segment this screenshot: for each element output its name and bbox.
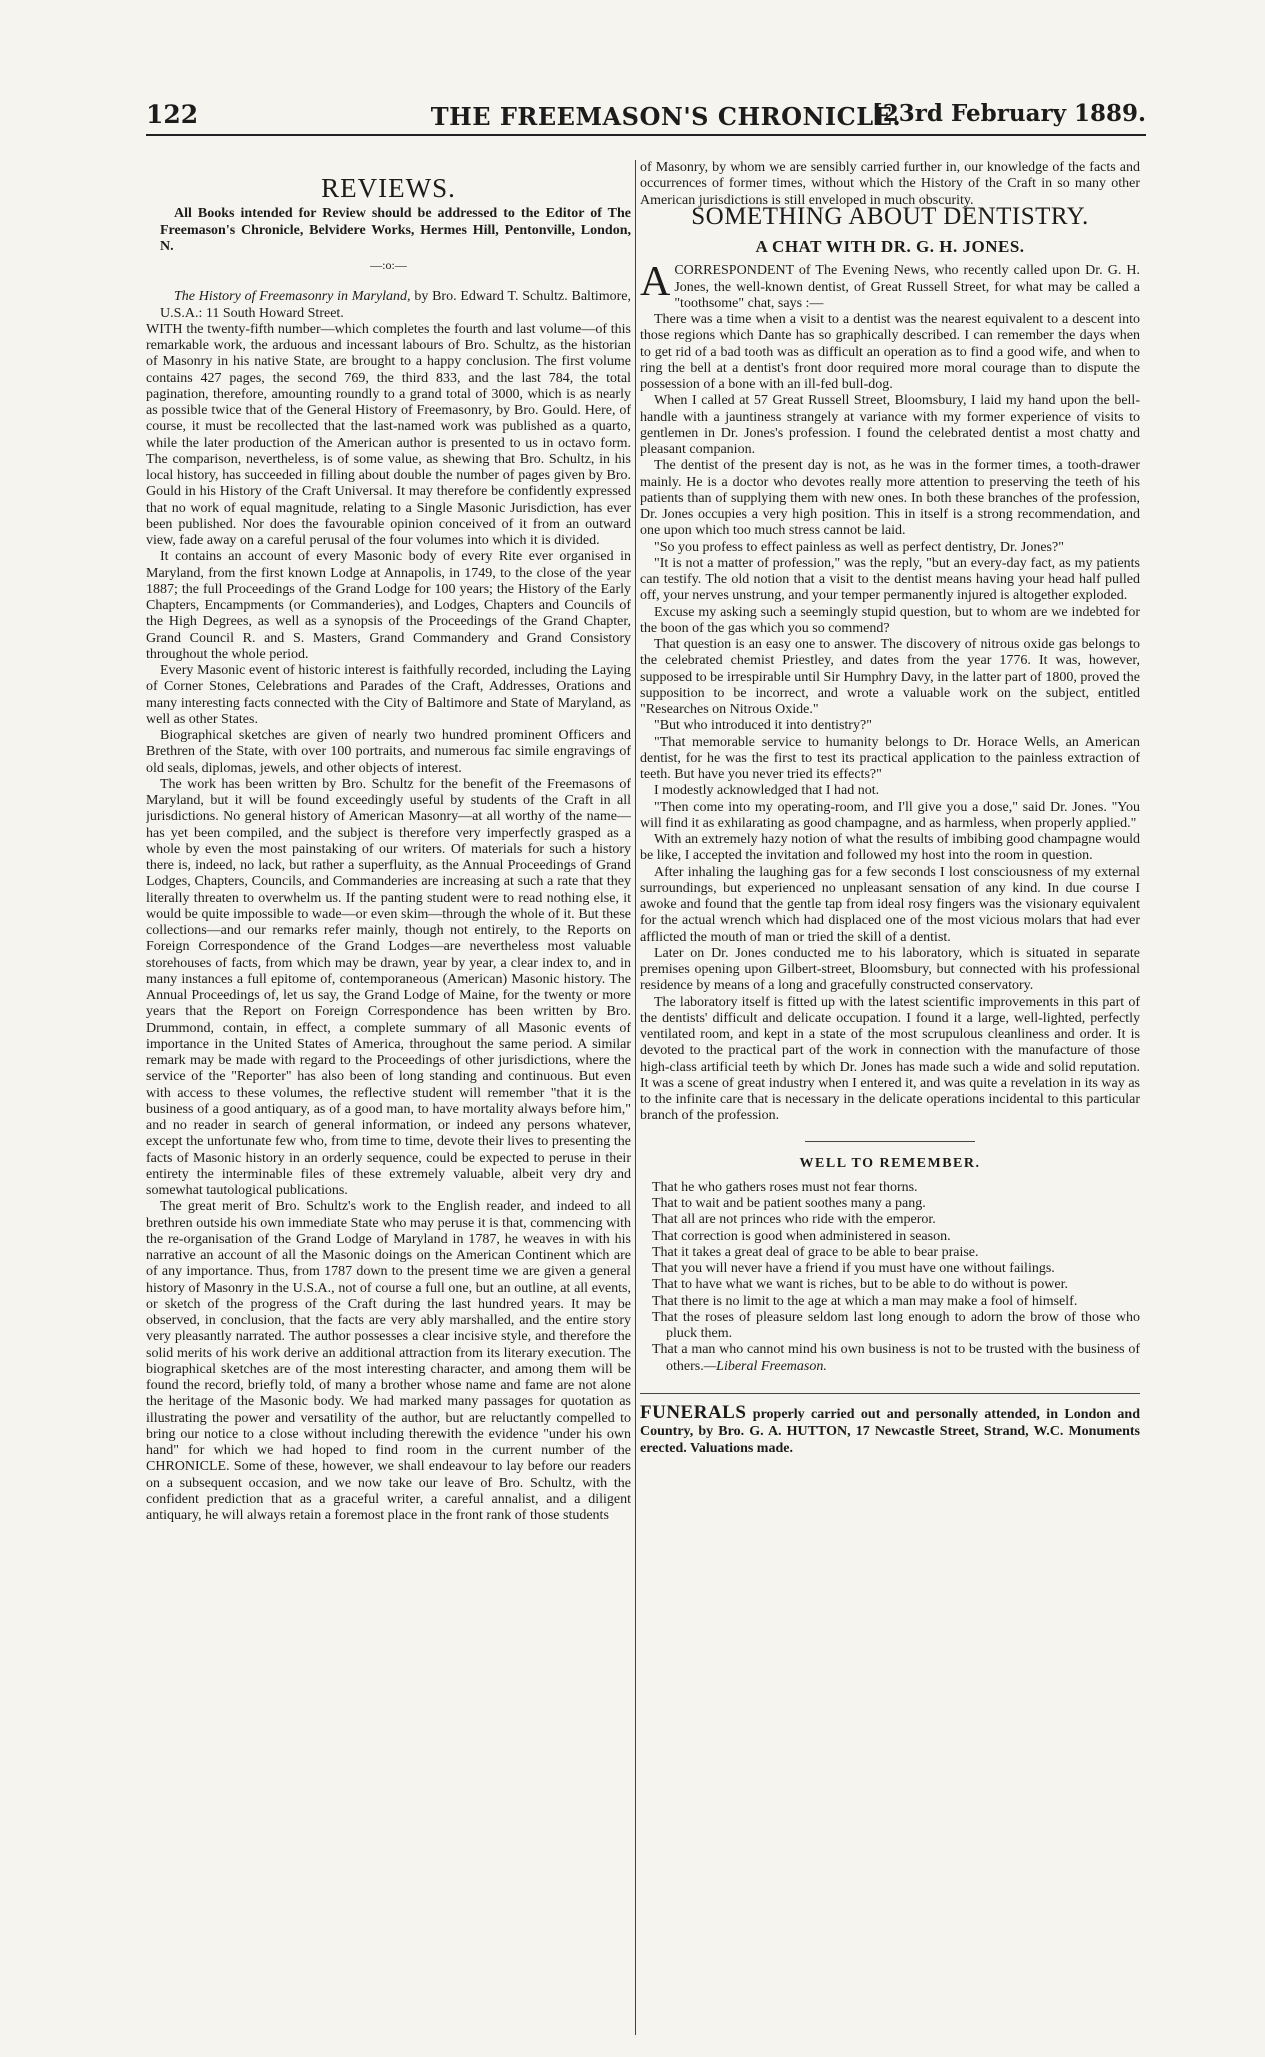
maxim: That the roses of pleasure seldom last long enough to adorn the brow of those who pluck them. bbox=[652, 1309, 1140, 1341]
publication-title: THE FREEMASON'S CHRONICLE. bbox=[430, 102, 902, 131]
book-reference bbox=[146, 289, 631, 322]
review-paragraph: The great merit of Bro. Schultz's work to the English reader, and indeed to all brethren outside his own immediate State who may peruse it is that, commencing with the re-organisation of the Grand Lodge of Maryland in 1787, he weaves in with his narrative an account of all the Masonic doings on the American Continent which are of any importance. Thus, from 1787 down to the present time we are given a general history of Masonry in the U.S.A., not of course a full one, but an outline, at all events, or sketch of the progress of the Craft during the last hundred years. It may be observed, in conclusion, that the facts are very ably marshalled, and the entire story very pleasantly narrated. The author possesses a clear incisive style, and therefore the solid merits of his work derive an additional attraction from its literary execution. The biographical sketches are of the most interesting character, and among them will be found the record, briefly told, of many a brother whose name and fame are not alone the heritage of the Masonic body. We had marked many passages for quotation as illustrating the power and versatility of the author, but are reluctantly compelled to bring our notice to a close without including therewith the evidence "under his own hand" for which we had hoped to find room in the current number of the CHRONICLE. Some of these, however, we shall endeavour to lay before our readers on a subsequent occasion, and we now take our leave of Bro. Schultz, with the confident prediction that as a graceful writer, a careful annalist, and a diligent antiquary, he will always retain a foremost place in the front rank of those students bbox=[146, 1199, 631, 1523]
page-number: 122 bbox=[146, 100, 199, 129]
right-column bbox=[640, 160, 1140, 2040]
maxims-source: —Liberal Freemason. bbox=[703, 1358, 827, 1374]
review-continuation: of Masonry, by whom we are sensibly carried further in, our knowledge of the facts and occurrences of former times, without which the History of the Craft in so many other American jurisdictions is still enveloped in much obscurity. bbox=[640, 160, 1140, 208]
first-paragraph-text: CORRESPONDENT of The Evening News, who recently called upon Dr. G. H. Jones, the well-known dentist, of Great Russell Street, for what may be called a "toothsome" chat, says :— bbox=[674, 263, 1140, 311]
maxim: That you will never have a friend if you must have one without failings. bbox=[652, 1261, 1055, 1276]
maxim: That there is no limit to the age at which a man may make a fool of himself. bbox=[652, 1293, 1078, 1309]
review-paragraph: It contains an account of every Masonic body of every Rite ever organised in Maryland, from the first known Lodge at Annapolis, in 1749, to the close of the year 1887; the full Proceedings of the Grand Lodge for 100 years; the History of the Early Chapters, Encampments (or Commanderies), and Lodges, Chapters and Councils of the High Degrees, as well as a synopsis of the Proceedings of the Grand Chapter, Grand Council R. and S. Masters, Grand Commandery and Grand Consistory throughout the whole period. bbox=[146, 549, 631, 662]
maxims-list bbox=[640, 1180, 1140, 1375]
review-paragraph: Biographical sketches are given of nearly two hundred prominent Officers and Brethren of the State, with over 100 portraits, and numerous fac simile engravings of old seals, diplomas, jewels, and other objects of interest. bbox=[146, 728, 631, 776]
well-to-remember-heading: WELL TO REMEMBER. bbox=[799, 1155, 981, 1171]
maxim: That it takes a great deal of grace to be able to bear praise. bbox=[652, 1244, 979, 1260]
issue-date: [23rd February 1889. bbox=[871, 100, 1146, 127]
maxim: That he who gathers roses must not fear thorns. bbox=[652, 1179, 918, 1195]
dentistry-paragraph: With an extremely hazy notion of what the results of imbibing good champagne would be like, I accepted the invitation and followed my host into the room in question. bbox=[640, 832, 1140, 864]
review-paragraph: Every Masonic event of historic interest is faithfully recorded, including the Laying of Corner Stones, Celebrations and Parades of the Craft, Addresses, Orations and many interesting facts connected with the City of Baltimore and State of Maryland, as well as other States. bbox=[146, 663, 631, 727]
dentistry-paragraph: When I called at 57 Great Russell Street, Bloomsbury, I laid my hand upon the bell-handle with a jauntiness strangely at variance with my former experience of visits to gentlemen in Dr. Jones's profession. I found the celebrated dentist a most chatty and pleasant companion. bbox=[640, 393, 1140, 457]
dentistry-subheading: A CHAT WITH DR. G. H. JONES. bbox=[755, 237, 1025, 256]
maxim: That all are not princes who ride with the emperor. bbox=[652, 1212, 936, 1228]
book-meta: by Bro. Edward T. Schultz. Baltimore, U.S.A.: 11 South Howard Street. bbox=[160, 289, 631, 321]
dentistry-paragraph: The laboratory itself is fitted up with the latest scientific improvements in this part of the dentists' difficult and delicate occupation. I found it a large, well-lighted, perfectly ventilated room, and kept in a state of the most scrupulous cleanliness and order. It is devoted to the practical part of the work in connection with the manufacture of those high-class artificial teeth by which Dr. Jones has made such a wide and solid reputation. It was a scene of great industry when I entered it, and was quite a revelation in its way as to the infinite care that is necessary in the delicate operations incidental to this particular branch of the profession. bbox=[640, 994, 1140, 1124]
dentistry-paragraph: "Then come into my operating-room, and I'll give you a dose," said Dr. Jones. "You will find it as exhilarating as good champagne, and as harmless, when properly applied." bbox=[640, 799, 1140, 831]
review-paragraph: The work has been written by Bro. Schultz for the benefit of the Freemasons of Maryland, but it will be found exceedingly useful by students of the Craft in all jurisdictions. No general history of American Masonry—at all worthy of the name—has yet been compiled, and the subject is therefore very imperfectly grasped as a whole by even the most painstaking of our writers. Of materials for such a history there is, indeed, no lack, but rather a superfluity, as the Annual Proceedings of Grand Lodges, Chapters, Councils, and Commanderies are increasing at such a rate that they literally threaten to overwhelm us. If the panting student were to read nothing else, it would be quite impossible to wade—or even skim—through the whole of it. But these collections—and our remarks refer mainly, though not entirely, to the Reports on Foreign Correspondence of the Grand Lodges—are nevertheless most valuable storehouses of facts, from which may be drawn, year by year, a clear index to, and in many instances a full epitome of, contemporaneous (American) Masonic history. The Annual Proceedings of, let us say, the Grand Lodge of Maine, for the twenty or more years that the Report on Foreign Correspondence has been written by Bro. Drummond, contain, in effect, a complete summary of all Masonic events of importance in the United States of America, throughout the same period. A similar remark may be made with regard to the Proceedings of other jurisdictions, where the service of the "Reporter" has also been of long standing and continuous. But even with access to these volumes, the reflective student will remember "that it is the business of a good antiquary, as of a good man, to have mortality always before him," and no reader in search of general information, or indeed any persons whatever, except the unfortunate few who, from time to time, devote their lives to presenting the facts of Masonic history in an orderly sequence, could be expected to peruse in their entirety the interminable files of these extremely valuable, albeit very dry and somewhat tautological publications. bbox=[146, 776, 631, 1198]
dentistry-heading: SOMETHING ABOUT DENTISTRY. bbox=[691, 202, 1089, 230]
book-title: The History of Freemasonry in Maryland, bbox=[174, 289, 411, 305]
maxim-text: That a man who cannot mind his own business is not to be trusted with the business of others. bbox=[652, 1342, 1140, 1374]
dentistry-paragraph: The dentist of the present day is not, as he was in the former times, a tooth-drawer mainly. He is a doctor who devotes really more attention to preserving the teeth of his patients than of supplying them with new ones. In both these branches of the profession, Dr. Jones occupies a very high position. This in itself is a strong recommendation, and one upon which too much stress cannot be laid. bbox=[640, 458, 1140, 539]
funerals-advert bbox=[640, 1401, 1140, 1457]
maxim: That to have what we want is riches, but to be able to do without is power. bbox=[652, 1277, 1069, 1293]
reviews-heading: REVIEWS. bbox=[321, 173, 456, 203]
dentistry-paragraph: That question is an easy one to answer. The discovery of nitrous oxide gas belongs to the celebrated chemist Priestley, and dates from the year 1776. It was, however, supposed to be irrespirable until Sir Humphry Davy, in the latter part of 1800, proved the supposition to be incorrect, and wrote a valuable work on the subject, entitled "Researches on Nitrous Oxide." bbox=[640, 637, 1140, 717]
dentistry-paragraph: There was a time when a visit to a dentist was the nearest equivalent to a descent into those regions which Dante has so graphically described. I can remember the days when to get rid of a bad tooth was as difficult an operation as to find a good wife, and when to ring the bell at a dentist's front door required more moral courage than to dispute the possession of a bone with an ill-fed bull-dog. bbox=[640, 312, 1140, 392]
maxim bbox=[652, 1342, 1140, 1375]
masthead bbox=[146, 100, 1146, 136]
drop-cap: A bbox=[640, 259, 671, 306]
dentistry-paragraph: After inhaling the laughing gas for a few seconds I lost consciousness of my external surroundings, but experienced no unpleasant sensation of any kind. In due course I awoke and found that the gentle tap from ideal rosy fingers was the visionary equivalent for the actual wrench which had displaced one of the most vicious molars that had ever afflicted the mouth of man or tried the skill of a dentist. bbox=[640, 864, 1140, 945]
dentistry-paragraph: "It is not a matter of profession," was the reply, "but an every-day fact, as my patients can testify. The old notion that a visit to the dentist means having your head half pulled off, your nerves unstrung, and your temper permanently injured is altogether exploded. bbox=[640, 555, 1140, 604]
dentistry-paragraph: "But who introduced it into dentistry?" bbox=[654, 718, 872, 734]
review-paragraph: WITH the twenty-fifth number—which completes the fourth and last volume—of this remarkable work, the arduous and incessant labours of Bro. Schultz, as the historian of Masonry in his native State, are brought to a happy conclusion. The first volume contains 427 pages, the second 769, the third 833, and the last 784, the total pagination, therefore, amounting roundly to a grand total of 3000, which is as nearly as possible twice that of the General History of Freemasonry, by Bro. Gould. Here, of course, it must be recollected that the last-named work was published as a quarto, while the later production of the American author is presented to us in octavo form. The comparison, nevertheless, is of some value, as shewing that Bro. Schultz, in his local history, has succeeded in filling about double the number of pages given by Bro. Gould in his History of the Craft Universal. It may therefore be confidently expressed that no work of equal magnitude, relating to a Single Masonic Jurisdiction, has ever been published. Nor does the favourable opinion conceived of it from an outward view, fade away on a careful perusal of the four volumes into which it is divided. bbox=[146, 321, 631, 548]
dentistry-paragraph: "That memorable service to humanity belongs to Dr. Horace Wells, an American dentist, for he was the first to test its practical application to the painless extraction of teeth. But have you never tried its effects?" bbox=[640, 734, 1140, 782]
advert-rule bbox=[640, 1393, 1140, 1394]
dentistry-paragraph: Excuse my asking such a seemingly stupid question, but to whom are we indebted for the boon of the gas which you so commend? bbox=[640, 604, 1140, 636]
maxim: That correction is good when administered in season. bbox=[652, 1228, 951, 1244]
advert-text: properly carried out and personally attended, in London and Country, by Bro. G. A. HUTTON, 17 Newcastle Street, Strand, W.C. Monuments erected. Valuations made. bbox=[640, 1406, 1140, 1456]
left-column bbox=[146, 160, 631, 2040]
dentistry-first-paragraph bbox=[640, 259, 1140, 312]
maxim: That to wait and be patient soothes many a pang. bbox=[652, 1196, 926, 1211]
section-divider: —:o:— bbox=[370, 258, 407, 272]
section-rule bbox=[805, 1141, 975, 1142]
column-rule bbox=[635, 160, 636, 2035]
dentistry-paragraph: Later on Dr. Jones conducted me to his laboratory, which is situated in separate premises opening upon Gilbert-street, Bloomsbury, but connected with his professional residence by means of a long and gracefully constructed conservatory. bbox=[640, 945, 1140, 994]
advert-lead: FUNERALS bbox=[640, 1401, 747, 1423]
review-notice: All Books intended for Review should be addressed to the Editor of The Freemason's Chronicle, Belvidere Works, Hermes Hill, Pentonville, London, N. bbox=[160, 206, 631, 254]
dentistry-paragraph: I modestly acknowledged that I had not. bbox=[654, 783, 880, 799]
dentistry-paragraph: "So you profess to effect painless as well as perfect dentistry, Dr. Jones?" bbox=[654, 539, 1064, 555]
